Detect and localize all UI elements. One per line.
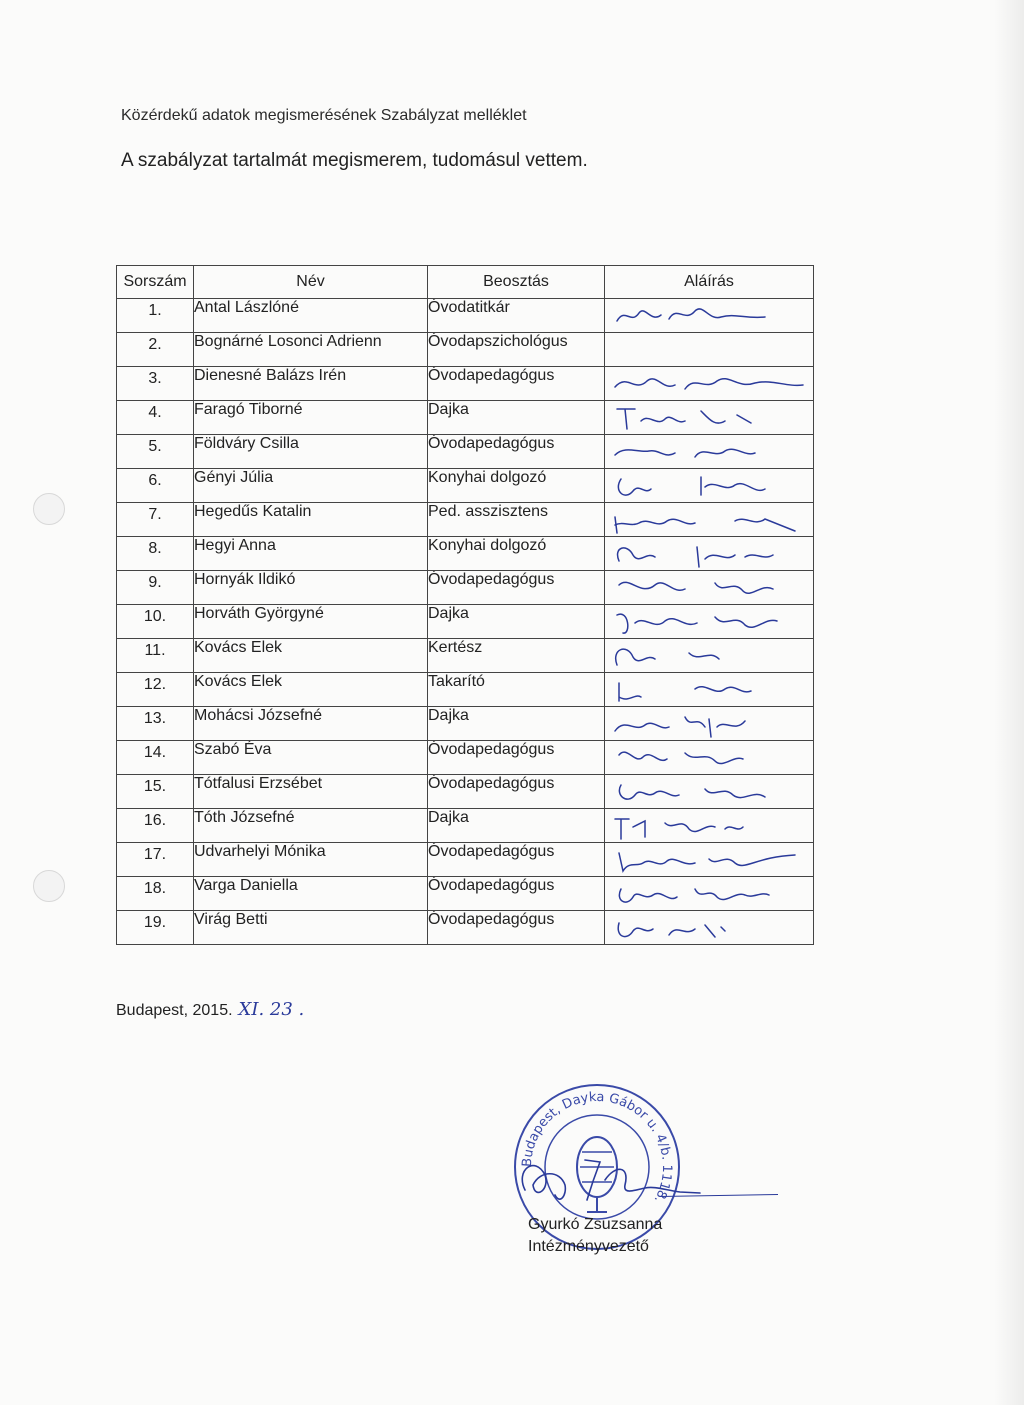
signature-cell xyxy=(605,673,814,707)
signature-cell xyxy=(605,367,814,401)
employee-name: Faragó Tiborné xyxy=(194,401,428,435)
signature-cell xyxy=(605,401,814,435)
signature-cell xyxy=(605,843,814,877)
row-index-label: 13. xyxy=(143,710,167,727)
employee-role: Óvodapedagógus xyxy=(428,843,605,877)
row-index-label: 16. xyxy=(143,812,167,829)
employee-name: Bognárné Losonci Adrienn xyxy=(194,333,428,367)
row-index-label: 8. xyxy=(148,540,162,557)
handwritten-signature xyxy=(605,639,814,673)
page-edge-shadow xyxy=(994,0,1024,1405)
table-row xyxy=(117,367,814,401)
table-header-row xyxy=(117,266,814,299)
handwritten-signature xyxy=(605,707,814,741)
table-row xyxy=(117,639,814,673)
column-header-signature: Aláírás xyxy=(605,266,814,299)
handwritten-signature xyxy=(605,741,814,775)
table-row xyxy=(117,843,814,877)
employee-name: Hornyák Ildikó xyxy=(194,571,428,605)
employee-name: Földváry Csilla xyxy=(194,435,428,469)
employee-role: Takarító xyxy=(428,673,605,707)
director-signature xyxy=(505,1150,705,1210)
row-index-label: 17. xyxy=(143,846,167,863)
handwritten-signature xyxy=(605,673,814,707)
employee-name: Varga Daniella xyxy=(194,877,428,911)
employee-role: Kertész xyxy=(428,639,605,673)
table-row xyxy=(117,911,814,945)
row-index-label: 18. xyxy=(143,880,167,897)
row-index-label: 14. xyxy=(143,744,167,761)
table-row xyxy=(117,809,814,843)
row-index xyxy=(117,333,194,367)
row-index xyxy=(117,571,194,605)
row-index xyxy=(117,367,194,401)
table-row xyxy=(117,401,814,435)
signature-cell xyxy=(605,503,814,537)
signature-cell xyxy=(605,299,814,333)
table-row xyxy=(117,333,814,367)
row-index xyxy=(117,435,194,469)
row-index xyxy=(117,707,194,741)
employee-name: Tótfalusi Erzsébet xyxy=(194,775,428,809)
row-index-label: 19. xyxy=(143,914,167,931)
stamp-text: Budapest, Dayka Gábor u. 4/b. 1118. xyxy=(519,1089,675,1206)
row-index xyxy=(117,673,194,707)
table-row xyxy=(117,775,814,809)
employee-role: Óvodapedagógus xyxy=(428,911,605,945)
handwritten-signature xyxy=(605,401,814,435)
handwritten-signature xyxy=(605,605,814,639)
employee-role: Óvodapedagógus xyxy=(428,741,605,775)
employee-role: Ped. asszisztens xyxy=(428,503,605,537)
row-index xyxy=(117,639,194,673)
employee-role: Óvodapedagógus xyxy=(428,775,605,809)
punch-hole-icon xyxy=(33,870,65,902)
punch-hole-icon xyxy=(33,493,65,525)
signature-cell xyxy=(605,605,814,639)
row-index-label: 10. xyxy=(143,608,167,625)
handwritten-signature xyxy=(605,843,814,877)
employee-role: Dajka xyxy=(428,809,605,843)
row-index xyxy=(117,469,194,503)
employee-name: Hegedűs Katalin xyxy=(194,503,428,537)
handwritten-signature xyxy=(605,877,814,911)
employee-role: Konyhai dolgozó xyxy=(428,537,605,571)
employee-name: Hegyi Anna xyxy=(194,537,428,571)
column-header-index: Sorszám xyxy=(117,266,194,299)
table-row xyxy=(117,503,814,537)
table-row xyxy=(117,537,814,571)
table-row xyxy=(117,469,814,503)
employee-role: Konyhai dolgozó xyxy=(428,469,605,503)
row-index xyxy=(117,537,194,571)
employee-role: Óvodapedagógus xyxy=(428,877,605,911)
employee-role: Óvodapedagógus xyxy=(428,571,605,605)
acknowledgement-statement: A szabályzat tartalmát megismerem, tudomásul vettem. xyxy=(121,150,588,171)
handwritten-signature xyxy=(605,367,814,401)
place-and-date xyxy=(116,999,304,1020)
handwritten-signature xyxy=(605,809,814,843)
employee-name: Szabó Éva xyxy=(194,741,428,775)
table-row xyxy=(117,299,814,333)
signature-cell xyxy=(605,911,814,945)
table-row xyxy=(117,707,814,741)
employee-name: Virág Betti xyxy=(194,911,428,945)
employee-name: Gényi Júlia xyxy=(194,469,428,503)
employee-name: Tóth Józsefné xyxy=(194,809,428,843)
employee-name: Horváth Györgyné xyxy=(194,605,428,639)
table-row xyxy=(117,571,814,605)
director-name: Gyurkó Zsuzsanna xyxy=(528,1216,663,1233)
signature-cell xyxy=(605,877,814,911)
row-index xyxy=(117,911,194,945)
row-index xyxy=(117,843,194,877)
handwritten-signature xyxy=(605,435,814,469)
row-index-label: 4. xyxy=(148,404,162,421)
table-row xyxy=(117,741,814,775)
handwritten-signature xyxy=(605,537,814,571)
row-index xyxy=(117,775,194,809)
row-index xyxy=(117,299,194,333)
employee-role: Óvodapedagógus xyxy=(428,435,605,469)
employee-name: Antal Lászlóné xyxy=(194,299,428,333)
director-title: Intézményvezető xyxy=(528,1238,649,1255)
handwritten-signature xyxy=(605,469,814,503)
row-index-label: 15. xyxy=(143,778,167,795)
employee-name: Dienesné Balázs Irén xyxy=(194,367,428,401)
row-index-label: 12. xyxy=(143,676,167,693)
table-row xyxy=(117,435,814,469)
employee-role: Dajka xyxy=(428,605,605,639)
signature-cell xyxy=(605,775,814,809)
column-header-role: Beosztás xyxy=(428,266,605,299)
handwritten-signature xyxy=(605,911,814,945)
employee-name: Mohácsi Józsefné xyxy=(194,707,428,741)
signature-cell xyxy=(605,707,814,741)
row-index-label: 5. xyxy=(148,438,162,455)
row-index xyxy=(117,605,194,639)
handwritten-signature xyxy=(605,299,814,333)
row-index xyxy=(117,809,194,843)
signature-cell xyxy=(605,639,814,673)
row-index-label: 1. xyxy=(148,302,162,319)
handwritten-signature xyxy=(605,503,814,537)
row-index-label: 9. xyxy=(148,574,162,591)
row-index-label: 7. xyxy=(148,506,162,523)
employee-role: Óvodapedagógus xyxy=(428,367,605,401)
signature-cell xyxy=(605,435,814,469)
row-index-label: 11. xyxy=(144,642,166,659)
row-index-label: 6. xyxy=(148,472,162,489)
column-header-name: Név xyxy=(194,266,428,299)
signature-cell xyxy=(605,537,814,571)
signature-cell xyxy=(605,809,814,843)
row-index-label: 3. xyxy=(148,370,162,387)
signature-cell xyxy=(605,571,814,605)
signature-cell xyxy=(605,469,814,503)
employee-role: Óvodapszichológus xyxy=(428,333,605,367)
row-index xyxy=(117,877,194,911)
row-index xyxy=(117,741,194,775)
row-index-label: 2. xyxy=(148,336,162,353)
employee-role: Óvodatitkár xyxy=(428,299,605,333)
signature-table xyxy=(116,265,814,945)
employee-name: Kovács Elek xyxy=(194,639,428,673)
row-index xyxy=(117,503,194,537)
employee-role: Dajka xyxy=(428,707,605,741)
document-heading: Közérdekű adatok megismerésének Szabályzat melléklet xyxy=(121,107,527,124)
employee-name: Kovács Elek xyxy=(194,673,428,707)
table-row xyxy=(117,673,814,707)
signature-cell xyxy=(605,741,814,775)
employee-name: Udvarhelyi Mónika xyxy=(194,843,428,877)
place-text: Budapest, 2015. xyxy=(116,1002,233,1019)
row-index xyxy=(117,401,194,435)
signature-cell xyxy=(605,333,814,367)
handwritten-date: XI. 23 . xyxy=(238,999,305,1020)
handwritten-signature xyxy=(605,775,814,809)
employee-role: Dajka xyxy=(428,401,605,435)
table-row xyxy=(117,605,814,639)
table-row xyxy=(117,877,814,911)
handwritten-signature xyxy=(605,571,814,605)
